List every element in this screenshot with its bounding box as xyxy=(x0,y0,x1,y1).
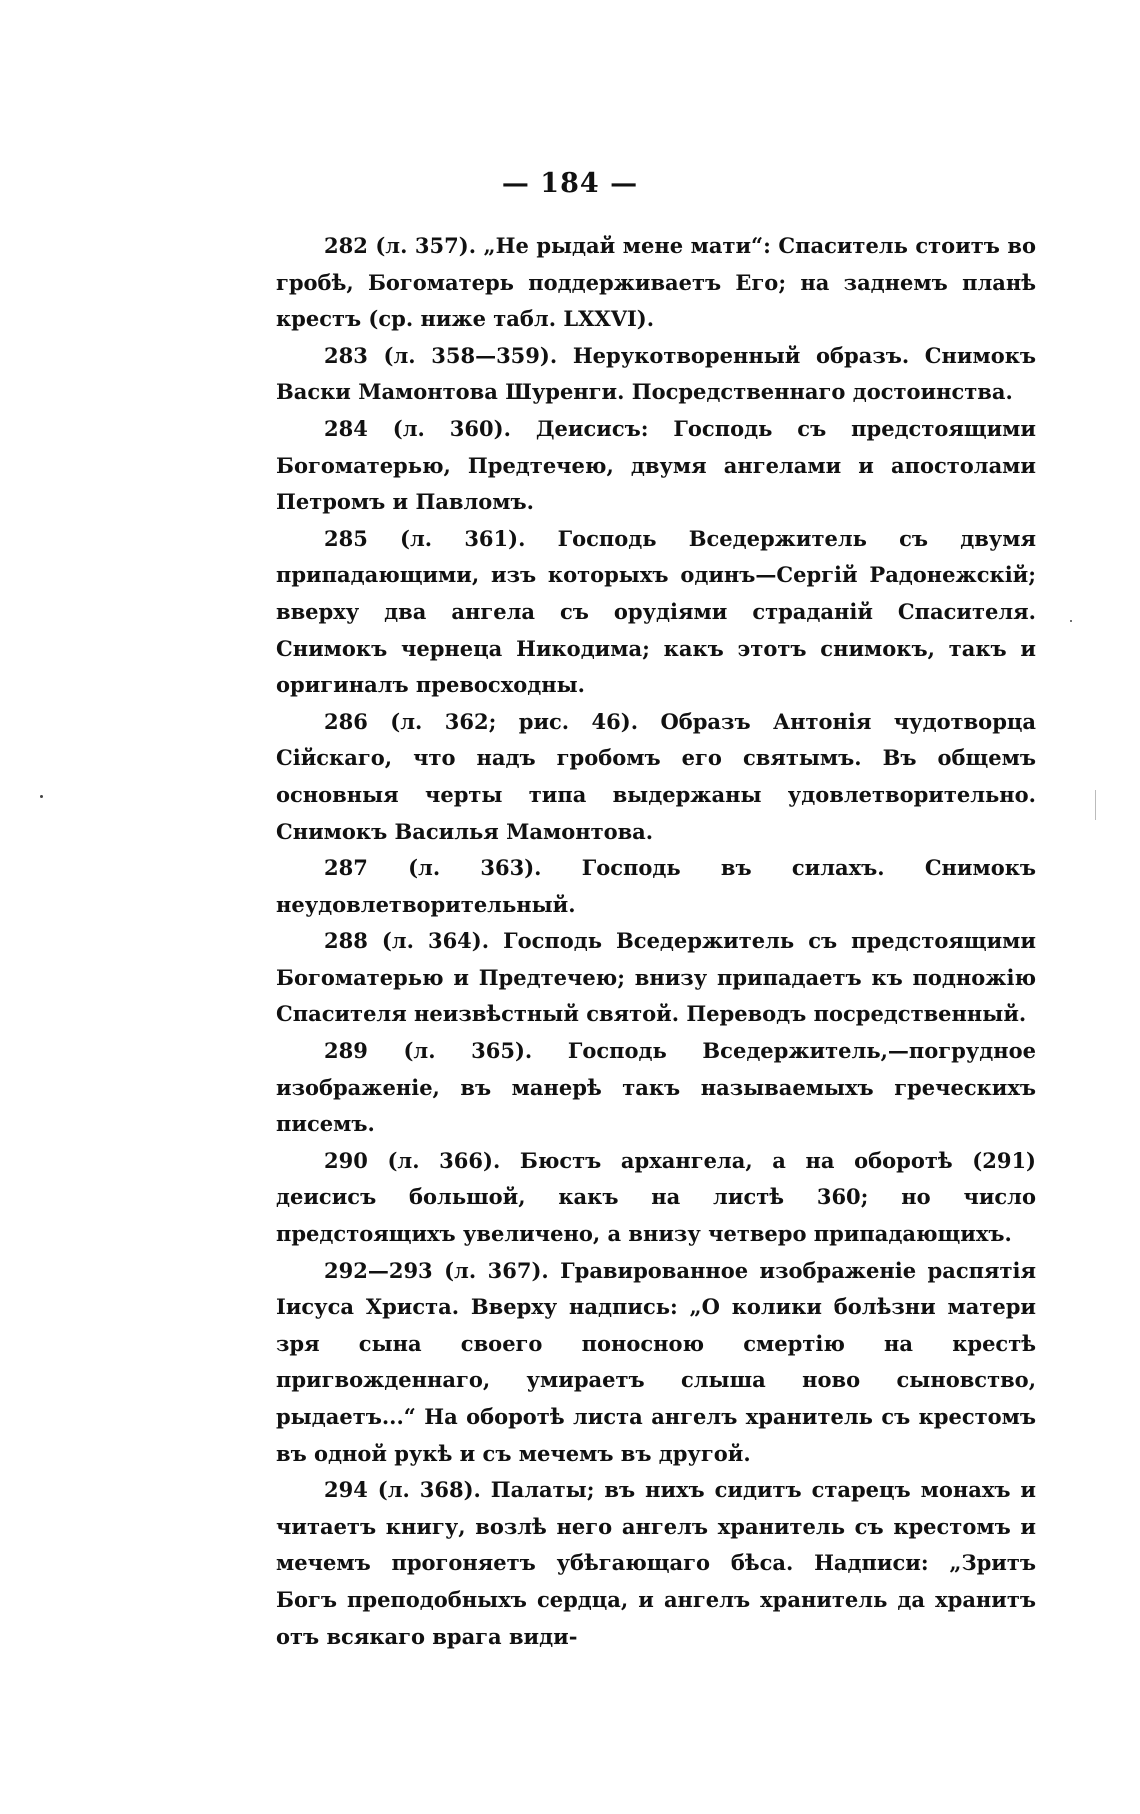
catalog-entry-289: 289 (л. 365). Господь Вседержитель,—погрудное изображеніе, въ манерѣ такъ называемыхъ греческихъ писемъ. xyxy=(276,1038,1036,1137)
catalog-entry-285: 285 (л. 361). Господь Вседержитель съ двумя припадающими, изъ которыхъ одинъ—Сергій Радонежскій; вверху два ангела съ орудіями страданій Спасителя. Снимокъ чернеца Никодима; какъ этотъ снимокъ, такъ и оригиналъ превосходны. xyxy=(276,525,1036,698)
scan-edge-mark xyxy=(1095,790,1096,820)
catalog-entry-286: 286 (л. 362; рис. 46). Образъ Антонія чудотворца Сійскаго, что надъ гробомъ его святымъ. Въ общемъ основныя черты типа выдержаны удовлетворительно. Снимокъ Василья Мамонтова. xyxy=(276,708,1036,844)
scan-speck xyxy=(40,795,43,798)
catalog-entry-284: 284 (л. 360). Деисисъ: Господь съ предстоящими Богоматерью, Предтечею, двумя ангелами и апостолами Петромъ и Павломъ. xyxy=(276,415,1036,515)
catalog-entry-294: 294 (л. 368). Палаты; въ нихъ сидитъ старецъ монахъ и читаетъ книгу, возлѣ него ангелъ хранитель съ крестомъ и мечемъ прогоняетъ убѣгающаго бѣса. Надписи: „Зритъ Богъ преподобныхъ сердца, и ангелъ хранитель да хранитъ отъ всякаго врага види- xyxy=(276,1477,1036,1649)
page-number: — 184 — xyxy=(501,168,639,199)
catalog-entry-288: 288 (л. 364). Господь Вседержитель съ предстоящими Богоматерью и Предтечею; внизу припадаетъ къ подножію Спасителя неизвѣстный святой. Переводъ посредственный. xyxy=(276,928,1036,1027)
catalog-entry-290: 290 (л. 366). Бюстъ архангела, а на оборотѣ (291) деисисъ большой, какъ на листѣ 360; но число предстоящихъ увеличено, а внизу четверо припадающихъ. xyxy=(276,1147,1036,1247)
catalog-entry-287: 287 (л. 363). Господь въ силахъ. Снимокъ неудовлетворительный. xyxy=(276,855,1036,917)
catalog-entry-283: 283 (л. 358—359). Нерукотворенный образъ. Снимокъ Васки Мамонтова Шуренги. Посредственнаго достоинства. xyxy=(276,342,1036,405)
catalog-entry-292: 292—293 (л. 367). Гравированное изображеніе распятія Іисуса Христа. Вверху надпись: „О колики болѣзни матери зря сына своего поносною смертію на крестѣ пригвожденнаго, умираетъ слыша ново сыновство, рыдаетъ...“ На оборотѣ листа ангелъ хранитель съ крестомъ въ одной рукѣ и съ мечемъ въ другой. xyxy=(276,1257,1036,1466)
catalog-entries xyxy=(276,228,1036,1655)
scan-speck xyxy=(1070,620,1072,622)
catalog-entry-282: 282 (л. 357). „Не рыдай мене мати“: Спаситель стоитъ во гробѣ, Богоматерь поддерживаетъ Его; на заднемъ планѣ крестъ (ср. ниже табл. LXXVI). xyxy=(276,233,1036,332)
